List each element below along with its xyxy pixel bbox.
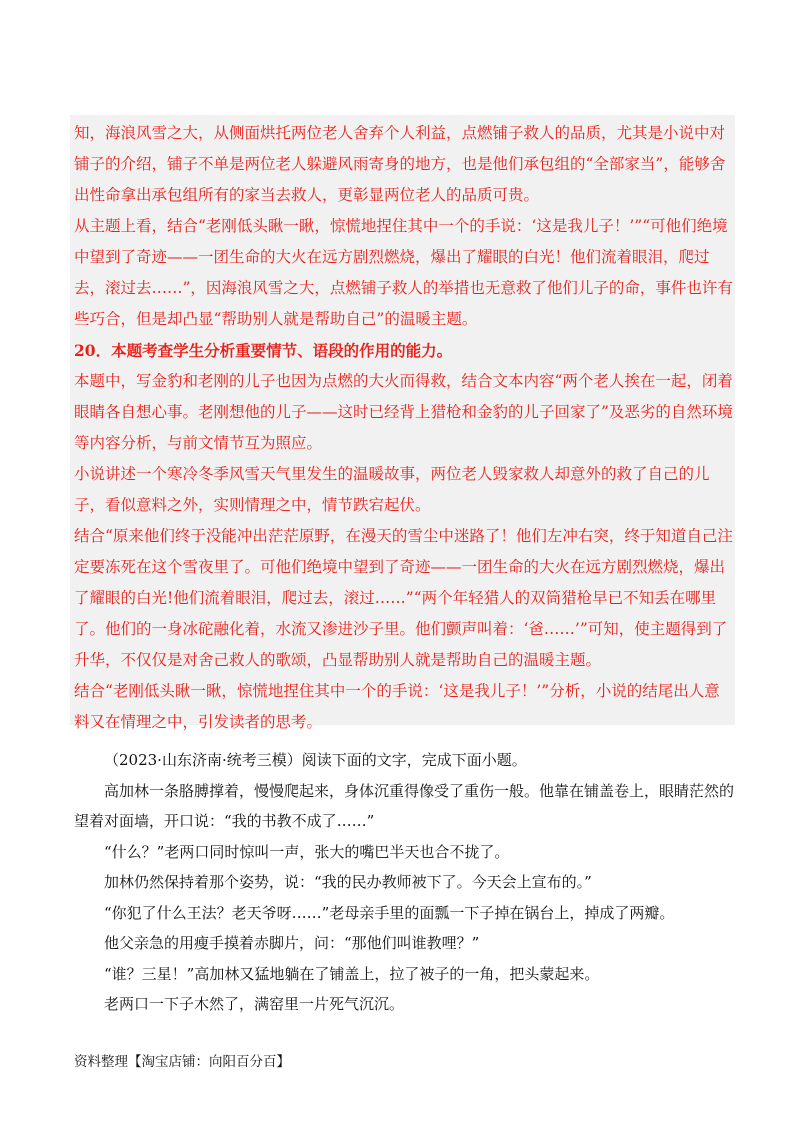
passage-paragraph: 他父亲急的用瘦手摸着赤脚片，问：“那他们叫谁教哩？” — [104, 934, 480, 952]
passage-paragraph: “你犯了什么王法？老天爷呀……”老母亲手里的面瓢一下子掉在锅台上，掉成了两瓣。 — [104, 903, 675, 922]
answer-paragraph: 从主题上看，结合“老刚低头瞅一瞅，惊慌地捏住其中一个的手说：‘这是我儿子！’”“可他们绝境中望到了奇迹——一团生命的大火在远方剧烈燃烧，爆出了耀眼的白光！他们流着眼泪，爬过去，滚过去……”，因海浪风雪之大，点燃铺子救人的举措也无意救了他们儿子的命，事件也许有些巧合，但是却凸显“帮助别人就是帮助自己”的温暖主题。 — [74, 217, 733, 328]
reading-passage — [74, 745, 734, 1020]
passage-paragraph: 老两口一下子木然了，满窑里一片死气沉沉。 — [104, 995, 405, 1013]
answer-paragraph: 结合“老刚低头瞅一瞅，惊慌地捏住其中一个的手说：‘这是我儿子！’”分析，小说的结尾出人意料又在情理之中，引发读者的思考。 — [74, 682, 720, 731]
answer-analysis — [74, 118, 734, 738]
passage-source-line: （2023·山东济南·统考三模）阅读下面的文字，完成下面小题。 — [104, 751, 527, 769]
answer-paragraph: 知，海浪风雪之大，从侧面烘托两位老人舍弃个人利益，点燃铺子救人的品质，尤其是小说中对铺子的介绍，铺子不单是两位老人躲避风雨寄身的地方，也是他们承包组的“全部家当”，能够舍出性命拿出承包组所有的家当去救人，更彰显两位老人的品质可贵。 — [74, 124, 726, 204]
answer-question-20-heading: 20．本题考查学生分析重要情节、语段的作用的能力。 — [74, 341, 453, 360]
page-footer: 资料整理【淘宝店铺：向阳百分百】 — [74, 1054, 290, 1070]
passage-paragraph: 加林仍然保持着那个姿势，说：“我的民办教师被下了。今天会上宣布的。” — [104, 873, 592, 891]
answer-paragraph: 结合“原来他们终于没能冲出茫茫原野，在漫天的雪尘中迷路了！他们左冲右突，终于知道自己注定要冻死在这个雪夜里了。可他们绝境中望到了奇迹——一团生命的大火在远方剧烈燃烧，爆出了耀眼的白光!他们流着眼泪，爬过去，滚过……”“两个年轻猎人的双筒猎枪早已不知丢在哪里了。他们的一身冰砣融化着，水流又渗进沙子里。他们颤声叫着：‘爸……’”可知，使主题得到了升华，不仅仅是对舍己救人的歌颂，凸显帮助别人就是帮助自己的温暖主题。 — [74, 527, 733, 669]
passage-paragraph: “谁？三星！”高加林又猛地躺在了铺盖上，拉了被子的一角，把头蒙起来。 — [104, 964, 600, 983]
answer-paragraph: 本题中，写金豹和老刚的儿子也因为点燃的大火而得救，结合文本内容“两个老人挨在一起，闭着眼睛各自想心事。老刚想他的儿子——这时已经背上猎枪和金豹的儿子回家了”及恶劣的自然环境等内容分析，与前文情节互为照应。 — [74, 372, 733, 452]
passage-paragraph: “什么？”老两口同时惊叫一声，张大的嘴巴半天也合不拢了。 — [104, 842, 510, 861]
answer-paragraph: 小说讲述一个寒冷冬季风雪天气里发生的温暖故事，两位老人毁家救人却意外的救了自己的儿子，看似意料之外，实则情理之中，情节跌宕起伏。 — [74, 465, 710, 514]
passage-paragraph: 高加林一条胳膊撑着，慢慢爬起来，身体沉重得像受了重伤一般。他靠在铺盖卷上，眼睛茫然的望着对面墙，开口说：“我的书教不成了……” — [74, 781, 735, 830]
